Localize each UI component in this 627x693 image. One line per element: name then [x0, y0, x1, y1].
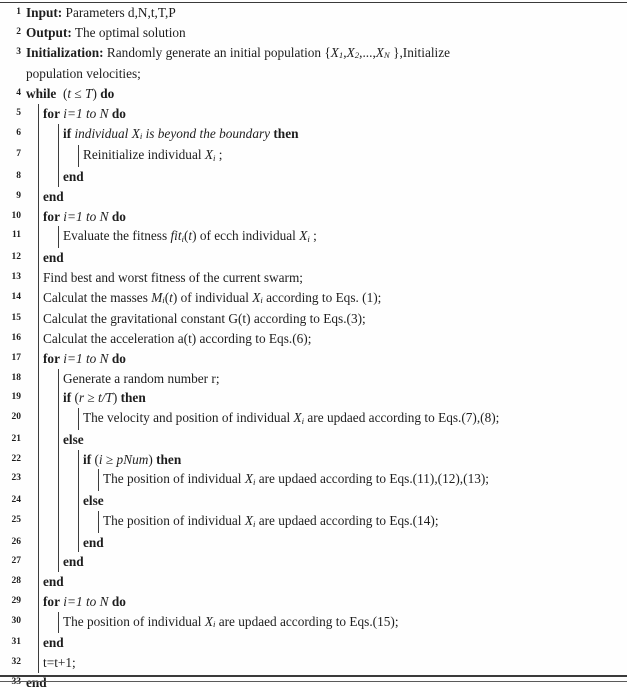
algorithm-body — [0, 3, 627, 693]
line-number: 8 — [16, 171, 21, 181]
indent-rule — [38, 491, 39, 511]
bottom-rule-thick — [0, 675, 627, 677]
indent-rule — [58, 124, 59, 146]
text-segment: fit — [170, 228, 182, 244]
algo-line — [0, 653, 627, 673]
line-number: 33 — [11, 676, 21, 687]
line-number: 7 — [16, 149, 21, 160]
text-segment: Output: — [26, 24, 72, 40]
text-segment: ( — [183, 228, 189, 244]
text-segment: ) — [148, 451, 157, 467]
text-segment: },Initialize — [389, 44, 451, 60]
line-text — [83, 147, 222, 162]
line-number: 14 — [11, 291, 21, 302]
text-segment: is beyond the boundary — [142, 125, 274, 141]
line-number: 16 — [11, 333, 21, 343]
text-segment: ) of ecch individual — [192, 228, 300, 244]
line-number: 6 — [16, 127, 21, 138]
line-number: 3 — [16, 46, 21, 57]
line-text — [103, 513, 439, 528]
line-text — [43, 189, 64, 204]
text-segment: do — [111, 593, 126, 609]
text-segment: while — [26, 86, 57, 101]
indent-rule — [38, 248, 39, 268]
line-number: 9 — [16, 190, 21, 201]
algo-line — [0, 309, 627, 329]
indent-rule — [58, 450, 59, 470]
algo-line — [0, 288, 627, 310]
text-segment: X — [299, 228, 308, 244]
line-text — [43, 270, 303, 285]
algo-line — [0, 430, 627, 450]
text-segment: i — [181, 234, 184, 245]
indent-rule — [38, 207, 39, 227]
text-segment: i — [139, 131, 143, 142]
text-segment: for — [43, 350, 60, 366]
indent-rule — [58, 612, 59, 634]
text-segment: X — [204, 613, 213, 629]
line-text — [26, 25, 186, 40]
line-text — [63, 228, 317, 243]
text-segment: , — [343, 44, 347, 60]
text-segment: if — [63, 125, 72, 141]
text-segment: are updaed according to Eqs.(11),(12),(13); — [255, 471, 489, 487]
text-segment: if — [83, 451, 92, 467]
indent-rule — [38, 349, 39, 369]
text-segment: Evaluate the fitness — [63, 228, 171, 244]
indent-rule — [38, 124, 39, 146]
text-segment: else — [83, 493, 104, 508]
text-segment: ,..., — [359, 44, 376, 60]
text-segment: end — [26, 674, 47, 690]
line-text — [43, 331, 311, 346]
algo-line — [0, 187, 627, 207]
line-number: 23 — [11, 473, 21, 484]
line-text — [63, 371, 220, 386]
indent-rule — [58, 145, 59, 167]
indent-rule — [78, 450, 79, 470]
line-number: 4 — [16, 88, 21, 98]
text-segment: i — [307, 234, 310, 245]
line-text — [26, 86, 114, 101]
text-segment: Randomly generate an initial population { — [103, 44, 331, 60]
line-text — [26, 5, 176, 20]
text-segment: for — [43, 105, 60, 121]
text-segment: then — [156, 451, 182, 467]
algo-line — [0, 145, 627, 167]
text-segment: ≥ — [84, 390, 99, 406]
line-number: 15 — [11, 313, 21, 324]
indent-rule — [38, 592, 39, 612]
indent-rule — [38, 187, 39, 207]
indent-rule — [98, 511, 99, 533]
indent-rule — [58, 369, 59, 389]
algo-line — [0, 552, 627, 572]
indent-rule — [38, 226, 39, 248]
line-text — [43, 594, 126, 609]
algo-line — [0, 572, 627, 592]
text-segment: ≤ — [71, 86, 86, 101]
text-segment: The position of individual — [103, 512, 245, 528]
text-segment: t — [188, 228, 193, 244]
line-number: 2 — [16, 26, 21, 37]
line-text — [83, 493, 104, 508]
text-segment: X — [204, 147, 213, 163]
algo-line — [0, 226, 627, 248]
text-segment: t=t+1; — [43, 655, 76, 670]
algo-line — [0, 408, 627, 430]
indent-rule — [58, 533, 59, 553]
text-segment: Calculat the acceleration a(t) according to Eqs.(6); — [43, 331, 312, 346]
line-number: 30 — [11, 615, 21, 626]
text-segment: i — [213, 153, 216, 164]
text-segment: are updaed according to Eqs.(14); — [255, 512, 439, 528]
text-segment: X — [375, 44, 384, 60]
text-segment: The position of individual — [103, 471, 245, 487]
algo-line — [0, 533, 627, 553]
indent-rule — [98, 469, 99, 491]
indent-rule — [38, 408, 39, 430]
text-segment: 1 — [338, 50, 344, 61]
algo-line — [0, 329, 627, 349]
text-segment: end — [43, 188, 64, 204]
text-segment: ) of individual — [172, 289, 253, 305]
line-number: 26 — [11, 536, 21, 547]
indent-rule — [38, 653, 39, 673]
indent-rule — [58, 388, 59, 408]
indent-rule — [58, 552, 59, 572]
text-segment: ( — [91, 451, 99, 467]
text-segment: The velocity and position of individual — [83, 410, 294, 425]
text-segment: end — [43, 635, 64, 651]
text-segment: ; — [215, 147, 223, 163]
text-segment: X — [252, 289, 261, 305]
line-text — [26, 45, 450, 82]
algo-line — [0, 248, 627, 268]
line-text — [43, 351, 126, 366]
indent-rule — [38, 309, 39, 329]
algo-line — [0, 450, 627, 470]
indent-rule — [78, 469, 79, 491]
indent-rule — [38, 450, 39, 470]
indent-rule — [58, 408, 59, 430]
indent-rule — [38, 572, 39, 592]
text-segment: i — [98, 451, 103, 467]
text-segment: Generate a random number r; — [63, 370, 220, 386]
line-text — [63, 432, 84, 447]
line-number: 18 — [11, 372, 21, 383]
indent-rule — [38, 167, 39, 187]
indent-rule — [38, 552, 39, 572]
text-segment: do — [111, 105, 126, 121]
text-segment: are updaed according to Eqs.(15); — [215, 613, 399, 629]
line-text — [43, 209, 126, 224]
line-text — [26, 675, 47, 690]
line-number: 21 — [11, 433, 21, 444]
text-segment: for — [43, 593, 60, 609]
algo-line — [0, 633, 627, 653]
line-number: 12 — [11, 252, 21, 262]
text-segment: t — [169, 289, 173, 305]
line-text — [43, 106, 126, 121]
text-segment: i — [260, 295, 263, 306]
indent-rule — [78, 145, 79, 167]
algo-line — [0, 388, 627, 408]
indent-rule — [58, 491, 59, 511]
line-number: 22 — [11, 453, 21, 464]
line-text — [63, 554, 84, 569]
indent-rule — [38, 430, 39, 450]
line-number: 24 — [11, 495, 21, 505]
indent-rule — [78, 491, 79, 511]
indent-rule — [38, 268, 39, 288]
algo-line — [0, 167, 627, 187]
text-segment: X — [346, 44, 355, 60]
indent-rule — [38, 288, 39, 310]
text-segment: Parameters d,N,t,T,P — [62, 5, 176, 20]
text-segment: ) — [92, 86, 101, 101]
line-text — [63, 614, 399, 629]
indent-rule — [38, 612, 39, 634]
line-number: 27 — [11, 556, 21, 567]
line-number: 13 — [11, 271, 21, 282]
text-segment: T — [85, 86, 93, 101]
text-segment: end — [63, 554, 84, 570]
text-segment: X — [293, 410, 302, 425]
text-segment: ( — [164, 289, 170, 305]
line-text — [43, 250, 64, 265]
algo-line — [0, 491, 627, 511]
algo-line — [0, 612, 627, 634]
algo-line — [0, 592, 627, 612]
algo-line — [0, 104, 627, 124]
indent-rule — [38, 388, 39, 408]
indent-rule — [38, 511, 39, 533]
text-segment: The position of individual — [63, 613, 205, 629]
text-segment: M — [151, 289, 163, 305]
line-number: 11 — [12, 230, 21, 241]
text-segment: then — [120, 390, 146, 406]
algo-line — [0, 207, 627, 227]
text-segment: else — [63, 431, 84, 447]
algo-line — [0, 124, 627, 146]
indent-rule — [78, 408, 79, 430]
algo-line — [0, 43, 627, 85]
text-segment: ) — [112, 390, 121, 406]
text-segment: i — [212, 619, 216, 630]
text-segment: Initialization: — [26, 44, 104, 60]
text-segment: do — [111, 350, 126, 366]
text-segment: ( — [56, 86, 68, 101]
line-number: 5 — [16, 107, 21, 118]
text-segment: i=1 to N — [59, 105, 112, 121]
text-segment: do — [100, 86, 115, 101]
algo-line — [0, 369, 627, 389]
text-segment: are updaed according to Eqs.(7),(8); — [304, 410, 500, 425]
text-segment: pNum — [116, 451, 149, 467]
text-segment: do — [111, 208, 126, 224]
text-segment: individual X — [71, 125, 140, 141]
line-number: 10 — [11, 210, 21, 221]
text-segment: X — [244, 512, 253, 528]
text-segment: Calculat the gravitational constant G(t) according to Eqs.(3); — [43, 311, 366, 327]
line-number: 1 — [16, 7, 21, 17]
indent-rule — [38, 369, 39, 389]
line-text — [63, 169, 84, 184]
text-segment: for — [43, 208, 60, 224]
text-segment: i — [252, 518, 256, 529]
line-text — [83, 535, 104, 550]
indent-rule — [78, 511, 79, 533]
line-text — [83, 452, 181, 467]
text-segment: i — [162, 295, 165, 306]
line-text — [83, 410, 499, 425]
text-segment: end — [63, 169, 84, 184]
indent-rule — [58, 511, 59, 533]
line-number: 29 — [11, 595, 21, 606]
text-segment: if — [63, 390, 72, 406]
indent-rule — [38, 469, 39, 491]
indent-rule — [38, 633, 39, 653]
algo-line — [0, 268, 627, 288]
line-number: 20 — [11, 412, 21, 422]
indent-rule — [58, 226, 59, 248]
text-segment: ( — [71, 390, 79, 406]
indent-rule — [58, 430, 59, 450]
text-segment: Find best and worst fitness of the current swarm; — [43, 269, 303, 285]
line-text — [63, 390, 146, 405]
text-segment: X — [244, 471, 253, 487]
text-segment: r — [78, 390, 85, 406]
text-segment: t/T — [98, 390, 113, 406]
line-number: 17 — [11, 352, 21, 363]
line-text — [43, 311, 366, 326]
indent-rule — [58, 167, 59, 187]
text-segment: X — [330, 44, 339, 60]
text-segment: i — [301, 415, 305, 426]
indent-rule — [78, 533, 79, 553]
text-segment: end — [43, 250, 64, 265]
text-segment: according to Eqs. (1); — [262, 289, 382, 305]
text-segment: then — [273, 125, 299, 141]
line-number: 25 — [11, 514, 21, 525]
indent-rule — [38, 533, 39, 553]
line-text — [43, 290, 381, 305]
text-segment: end — [83, 534, 104, 550]
algo-line — [0, 469, 627, 491]
text-segment: population velocities; — [26, 66, 141, 82]
line-number: 31 — [11, 637, 21, 648]
text-segment: i — [252, 477, 256, 488]
line-number: 28 — [11, 576, 21, 586]
text-segment: Calculat the masses — [43, 289, 152, 305]
text-segment: t — [67, 86, 72, 101]
line-number: 32 — [11, 657, 21, 667]
text-segment: ≥ — [102, 451, 117, 467]
text-segment: N — [383, 50, 390, 61]
text-segment: ; — [309, 228, 317, 244]
text-segment: Input: — [26, 5, 63, 20]
text-segment: Reinitialize individual — [83, 147, 205, 163]
line-text — [103, 471, 489, 486]
line-text — [43, 574, 64, 589]
text-segment: The optimal solution — [71, 24, 186, 40]
indent-rule — [38, 329, 39, 349]
algo-line — [0, 23, 627, 43]
line-text — [43, 635, 64, 650]
indent-rule — [38, 104, 39, 124]
line-text — [43, 655, 76, 670]
algo-line — [0, 511, 627, 533]
text-segment: i=1 to N — [59, 208, 112, 224]
text-segment: i=1 to N — [59, 350, 112, 366]
indent-rule — [38, 145, 39, 167]
line-number: 19 — [11, 392, 21, 403]
text-segment: end — [43, 574, 64, 589]
text-segment: i=1 to N — [59, 593, 112, 609]
indent-rule — [58, 469, 59, 491]
line-text — [63, 126, 299, 141]
algo-line — [0, 349, 627, 369]
text-segment: 2 — [354, 50, 360, 61]
algo-line — [0, 84, 627, 104]
algo-line — [0, 3, 627, 23]
bottom-rule-thin — [0, 681, 627, 682]
